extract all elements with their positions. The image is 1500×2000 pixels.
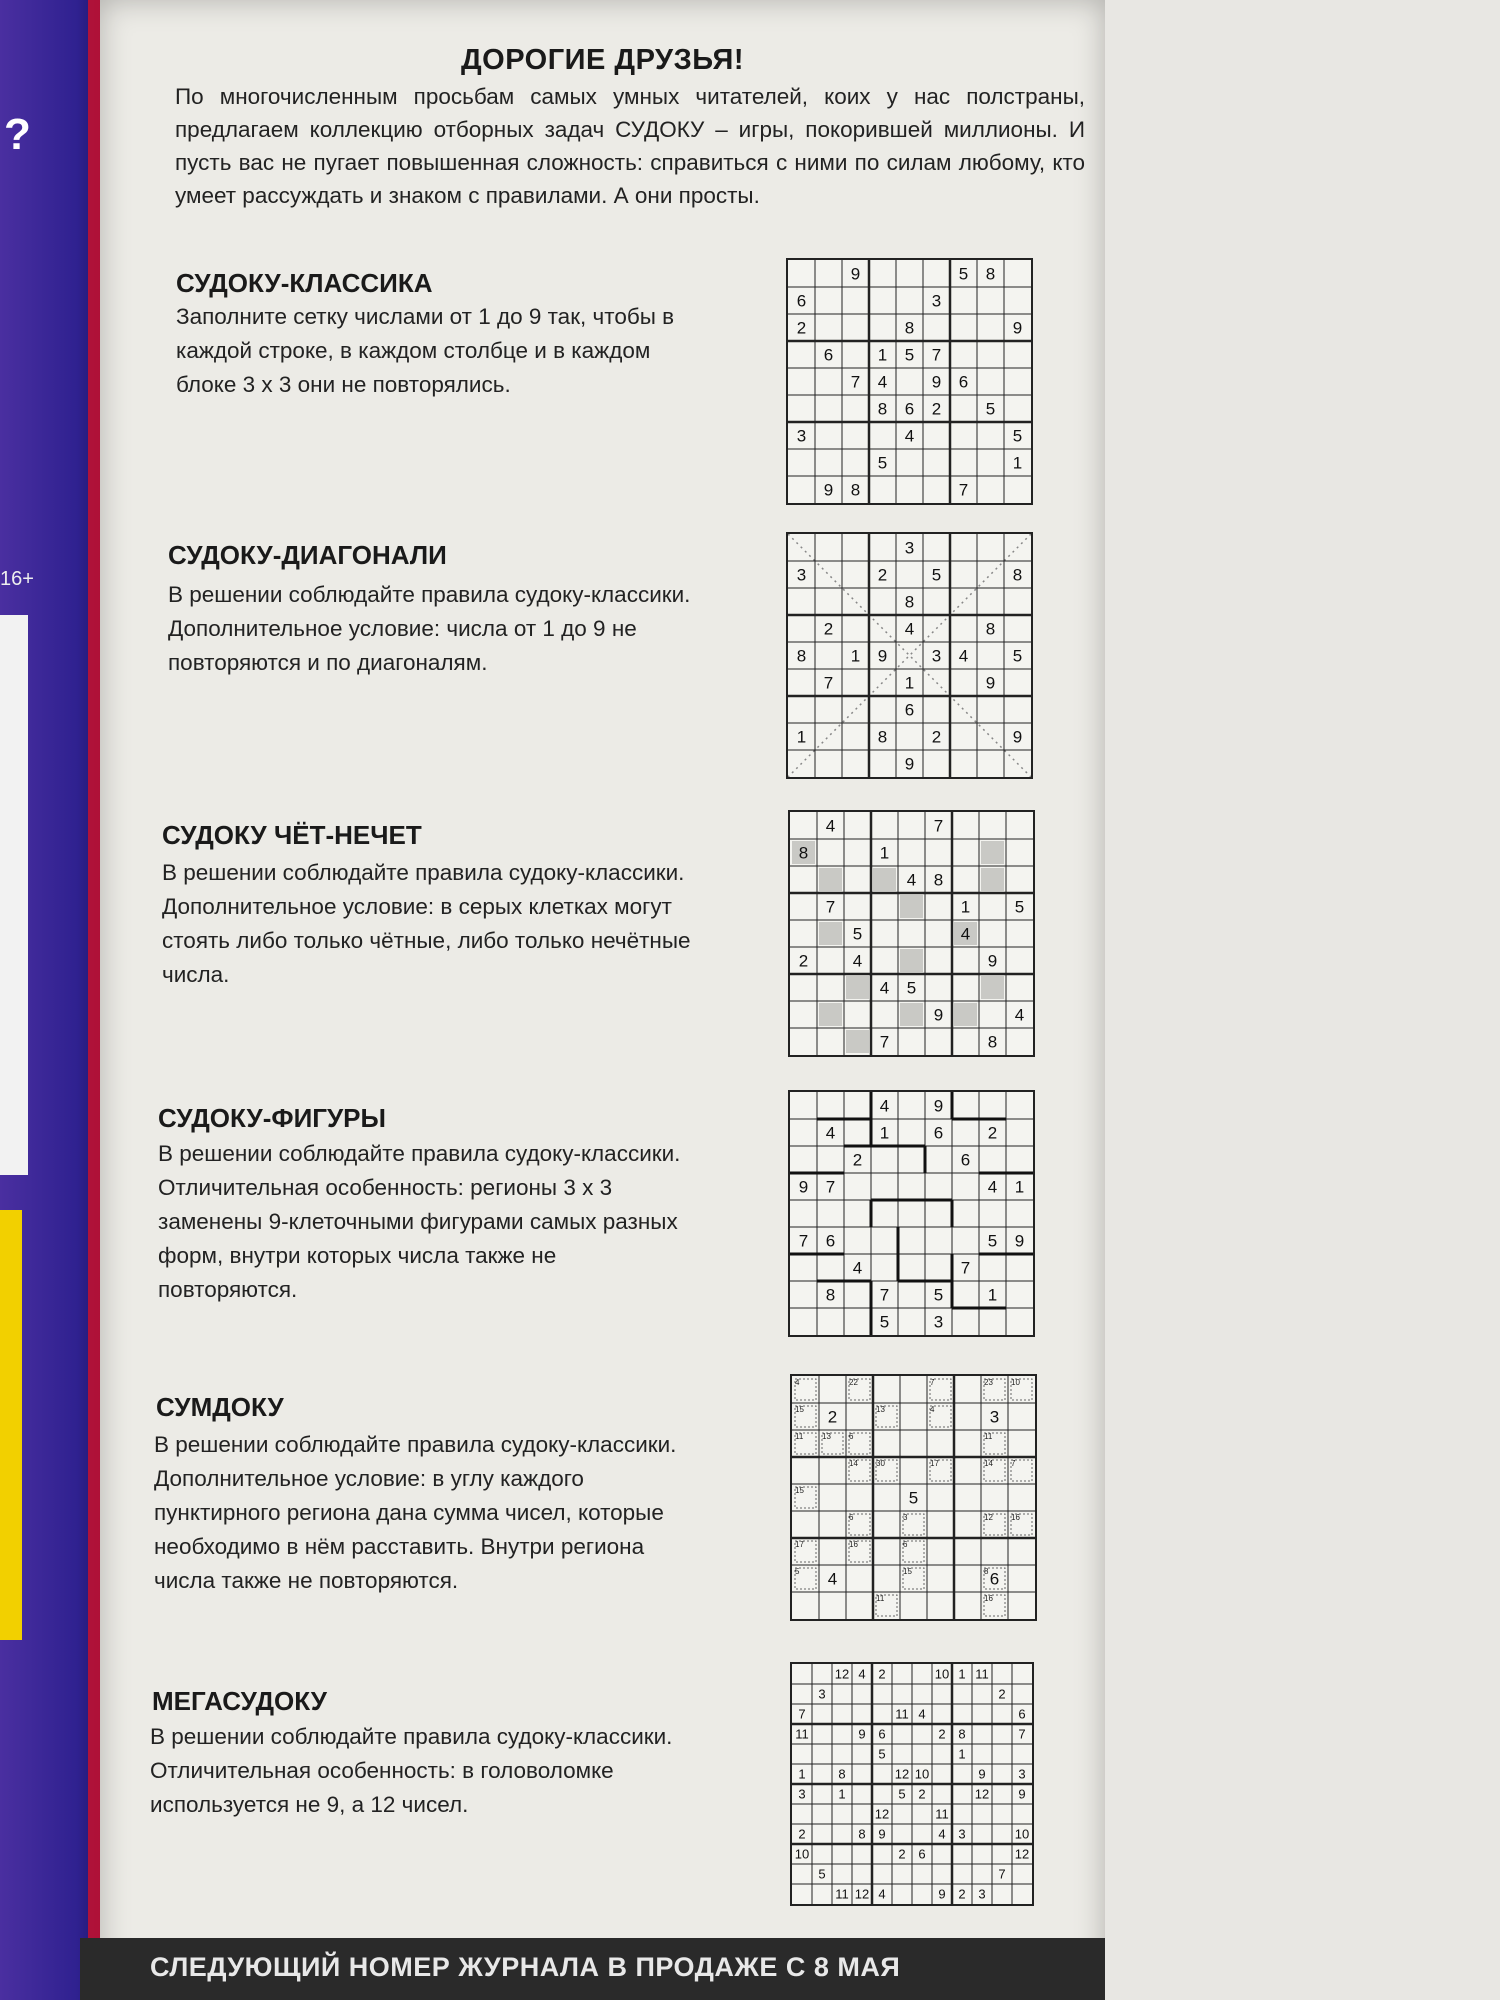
grid-clue: 2 <box>878 1666 886 1682</box>
grid-clue: 5 <box>985 399 996 419</box>
cover-age-rating: 16+ <box>0 568 34 590</box>
grid-clue: 7 <box>879 1285 890 1305</box>
section-text-figures: В решении соблюдайте правила судоку-классики. Отличительная особенность: регионы 3 х 3 заменены 9-клеточными фигурами самых разных форм, внутри которых числа также не повторяются. <box>158 1141 681 1302</box>
grid-clue: 3 <box>1018 1766 1026 1782</box>
grid-clue: 4 <box>827 1569 838 1589</box>
cage-sum: 4 <box>930 1405 935 1414</box>
gray-cell <box>846 1030 869 1053</box>
grid-clue: 5 <box>933 1285 944 1305</box>
grid-clue: 10 <box>934 1666 950 1682</box>
grid-clue: 8 <box>958 1726 966 1742</box>
grid-clue: 4 <box>878 1886 886 1902</box>
grid-clue: 7 <box>960 1258 971 1278</box>
grid-clue: 6 <box>796 291 807 311</box>
grid-clue: 10 <box>794 1846 810 1862</box>
grid-clue: 8 <box>985 264 996 284</box>
grid-clue: 8 <box>904 592 915 612</box>
cover-yellow-strip <box>0 1210 22 1640</box>
grid-clue: 6 <box>825 1231 836 1251</box>
footer-text: СЛЕДУЮЩИЙ НОМЕР ЖУРНАЛА В ПРОДАЖЕ С 8 МАЯ <box>150 1952 901 1982</box>
gray-cell <box>981 868 1004 891</box>
grid-clue: 6 <box>960 1150 971 1170</box>
cage-sum: 11 <box>984 1432 993 1441</box>
grid-clue: 5 <box>908 1488 919 1508</box>
grid-clue: 1 <box>1014 1177 1025 1197</box>
magazine-page <box>100 0 1105 2000</box>
cage-sum: 23 <box>984 1378 993 1387</box>
grid-clue: 10 <box>1014 1826 1030 1842</box>
grid-clue: 2 <box>877 565 888 585</box>
grid-clue: 9 <box>1012 318 1023 338</box>
cover-white-strip <box>0 615 28 1175</box>
cage-sum: 17 <box>795 1540 804 1549</box>
grid-clue: 7 <box>798 1706 806 1722</box>
grid-clue: 9 <box>987 951 998 971</box>
grid-clue: 8 <box>877 399 888 419</box>
section-text-classic: Заполните сетку числами от 1 до 9 так, чтобы в каждой строке, в каждом столбце и в каждом блоке 3 х 3 они не повторялись. <box>176 304 675 397</box>
grid-clue: 1 <box>1012 453 1023 473</box>
grid-clue: 7 <box>825 897 836 917</box>
grid-clue: 5 <box>878 1746 886 1762</box>
grid-clue: 5 <box>1012 646 1023 666</box>
grid-clue: 6 <box>918 1846 926 1862</box>
grid-clue: 9 <box>933 1096 944 1116</box>
grid-clue: 8 <box>838 1766 846 1782</box>
cage-sum: 13 <box>876 1405 885 1414</box>
grid-clue: 4 <box>918 1706 926 1722</box>
grid-clue: 3 <box>958 1826 966 1842</box>
grid-clue: 4 <box>906 870 917 890</box>
gray-cell <box>900 895 923 918</box>
grid-clue: 6 <box>823 345 834 365</box>
grid-clue: 2 <box>931 727 942 747</box>
grid-clue: 3 <box>796 565 807 585</box>
footer-banner <box>80 1938 1105 2000</box>
grid-clue: 4 <box>879 1096 890 1116</box>
grid-clue: 12 <box>874 1806 890 1822</box>
cage-sum: 8 <box>984 1567 989 1576</box>
cage-sum: 7 <box>1011 1459 1016 1468</box>
sumdoku-grid[interactable] <box>790 1374 1037 1621</box>
grid-clue: 1 <box>987 1285 998 1305</box>
section-title-figures: СУДОКУ-ФИГУРЫ <box>158 1103 386 1133</box>
section-title-evenodd: СУДОКУ ЧЁТ-НЕЧЕТ <box>162 820 422 850</box>
grid-clue: 12 <box>1014 1846 1030 1862</box>
grid-clue: 5 <box>1012 426 1023 446</box>
grid-clue: 5 <box>898 1786 906 1802</box>
grid-clue: 12 <box>834 1666 850 1682</box>
grid-clue: 9 <box>798 1177 809 1197</box>
section-text-mega: В решении соблюдайте правила судоку-классики. Отличительная особенность: в головоломке используется не 9, а 12 чисел. <box>150 1724 673 1817</box>
grid-clue: 8 <box>985 619 996 639</box>
grid-clue: 3 <box>933 1312 944 1332</box>
cage-sum: 30 <box>876 1459 885 1468</box>
cage-sum: 6 <box>903 1540 908 1549</box>
gray-cell <box>981 976 1004 999</box>
grid-clue: 5 <box>906 978 917 998</box>
grid-clue: 7 <box>933 816 944 836</box>
cage-sum: 6 <box>849 1513 854 1522</box>
facing-page <box>1105 0 1500 2000</box>
grid-clue: 2 <box>827 1407 838 1427</box>
grid-clue: 7 <box>998 1866 1006 1882</box>
sudoku-classic-grid[interactable] <box>786 258 1033 505</box>
grid-clue: 8 <box>858 1826 866 1842</box>
cage-sum: 15 <box>795 1405 804 1414</box>
section-text-sumdoku: В решении соблюдайте правила судоку-классики. Дополнительное условие: в углу каждого пунктирного региона дана сумма чисел, которые необходимо в нём расставить. Внутри региона числа также не повторяются. <box>154 1432 677 1593</box>
cage-sum: 4 <box>795 1378 800 1387</box>
grid-clue: 3 <box>904 538 915 558</box>
grid-clue: 4 <box>960 924 971 944</box>
grid-clue: 11 <box>835 1886 849 1902</box>
grid-clue: 2 <box>796 318 807 338</box>
sudoku-diagonal-grid[interactable] <box>786 532 1033 779</box>
diagonal-line <box>788 534 1031 777</box>
grid-clue: 4 <box>877 372 888 392</box>
cage-sum: 11 <box>795 1432 804 1441</box>
grid-clue: 8 <box>798 843 809 863</box>
grid-clue: 4 <box>858 1666 866 1682</box>
cage-sum: 10 <box>1011 1378 1020 1387</box>
cage-sum: 7 <box>930 1378 935 1387</box>
grid-clue: 4 <box>958 646 969 666</box>
grid-clue: 1 <box>850 646 861 666</box>
grid-clue: 9 <box>823 480 834 500</box>
grid-clue: 1 <box>904 673 915 693</box>
grid-clue: 9 <box>877 646 888 666</box>
grid-clue: 6 <box>878 1726 886 1742</box>
gray-cell <box>981 841 1004 864</box>
page-title: ДОРОГИЕ ДРУЗЬЯ! <box>461 44 744 76</box>
grid-clue: 5 <box>818 1866 826 1882</box>
section-text-diagonal: В решении соблюдайте правила судоку-классики. Дополнительное условие: числа от 1 до 9 не повторяются и по диагоналям. <box>168 582 691 675</box>
grid-clue: 6 <box>904 700 915 720</box>
grid-clue: 2 <box>798 1826 806 1842</box>
section-title-classic: СУДОКУ-КЛАССИКА <box>176 268 433 298</box>
grid-clue: 4 <box>904 426 915 446</box>
gray-cell <box>954 1003 977 1026</box>
grid-clue: 1 <box>838 1786 846 1802</box>
grid-clue: 11 <box>895 1706 909 1722</box>
grid-clue: 8 <box>987 1032 998 1052</box>
grid-clue: 6 <box>933 1123 944 1143</box>
grid-clue: 9 <box>1018 1786 1026 1802</box>
grid-clue: 5 <box>1014 897 1025 917</box>
cage-sum: 14 <box>849 1459 858 1468</box>
sudoku-evenodd-grid[interactable] <box>788 810 1035 1057</box>
grid-clue: 9 <box>933 1005 944 1025</box>
cage-sum: 22 <box>849 1378 858 1387</box>
grid-clue: 5 <box>852 924 863 944</box>
gray-cell <box>873 868 896 891</box>
grid-clue: 9 <box>904 754 915 774</box>
grid-clue: 1 <box>958 1746 966 1762</box>
grid-clue: 9 <box>931 372 942 392</box>
cage-sum: 16 <box>1011 1513 1020 1522</box>
grid-clue: 12 <box>894 1766 910 1782</box>
grid-clue: 3 <box>989 1407 1000 1427</box>
grid-clue: 9 <box>1012 727 1023 747</box>
gray-cell <box>900 949 923 972</box>
cage-sum: 12 <box>984 1513 993 1522</box>
grid-clue: 7 <box>825 1177 836 1197</box>
grid-clue: 3 <box>931 646 942 666</box>
grid-clue: 2 <box>798 951 809 971</box>
cage-sum: 15 <box>903 1567 912 1576</box>
grid-clue: 9 <box>1014 1231 1025 1251</box>
section-title-mega: МЕГАСУДОКУ <box>152 1686 327 1716</box>
grid-clue: 5 <box>877 453 888 473</box>
grid-clue: 9 <box>878 1826 886 1842</box>
cover-question-mark: ? <box>4 110 31 159</box>
cage-sum: 15 <box>795 1486 804 1495</box>
grid-clue: 5 <box>904 345 915 365</box>
grid-clue: 6 <box>958 372 969 392</box>
grid-clue: 5 <box>879 1312 890 1332</box>
sudoku-figures-grid[interactable] <box>788 1090 1035 1337</box>
gray-cell <box>819 1003 842 1026</box>
grid-clue: 2 <box>987 1123 998 1143</box>
grid-clue: 12 <box>974 1786 990 1802</box>
grid-clue: 9 <box>985 673 996 693</box>
megasudoku-grid[interactable] <box>790 1662 1034 1906</box>
grid-clue: 4 <box>938 1826 946 1842</box>
section-title-diagonal: СУДОКУ-ДИАГОНАЛИ <box>168 540 447 570</box>
grid-clue: 11 <box>975 1666 989 1682</box>
grid-clue: 3 <box>796 426 807 446</box>
intro-paragraph: По многочисленным просьбам самых умных читателей, коих у нас полстраны, предлагаем коллекцию отборных задач СУДОКУ – игры, покорившей миллионы. И пусть вас не пугает повышенная сложность: справиться с ними по силам любому, кто умеет рассуждать и знаком с правилами. А они просты. <box>175 84 1085 208</box>
grid-clue: 9 <box>978 1766 986 1782</box>
grid-clue: 2 <box>938 1726 946 1742</box>
grid-clue: 8 <box>933 870 944 890</box>
grid-clue: 2 <box>958 1886 966 1902</box>
grid-clue: 9 <box>850 264 861 284</box>
cage-sum: 11 <box>876 1594 885 1603</box>
grid-clue: 2 <box>898 1846 906 1862</box>
grid-clue: 8 <box>825 1285 836 1305</box>
grid-clue: 5 <box>958 264 969 284</box>
grid-clue: 1 <box>960 897 971 917</box>
gray-cell <box>819 868 842 891</box>
grid-clue: 9 <box>938 1886 946 1902</box>
section-text-evenodd: В решении соблюдайте правила судоку-классики. Дополнительное условие: в серых клетках могут стоять либо только чётные, либо только нечётные числа. <box>162 860 691 987</box>
grid-clue: 8 <box>850 480 861 500</box>
gray-cell <box>846 976 869 999</box>
grid-clue: 3 <box>798 1786 806 1802</box>
grid-clue: 5 <box>931 565 942 585</box>
grid-clue: 1 <box>796 727 807 747</box>
grid-clue: 1 <box>877 345 888 365</box>
grid-clue: 3 <box>931 291 942 311</box>
grid-clue: 4 <box>825 816 836 836</box>
grid-clue: 4 <box>852 951 863 971</box>
grid-clue: 5 <box>987 1231 998 1251</box>
grid-clue: 8 <box>877 727 888 747</box>
grid-clue: 3 <box>818 1686 826 1702</box>
grid-clue: 4 <box>825 1123 836 1143</box>
grid-clue: 1 <box>958 1666 966 1682</box>
grid-clue: 12 <box>854 1886 870 1902</box>
grid-clue: 7 <box>879 1032 890 1052</box>
grid-clue: 9 <box>858 1726 866 1742</box>
grid-clue: 7 <box>958 480 969 500</box>
grid-clue: 6 <box>1018 1706 1026 1722</box>
cage-sum: 16 <box>849 1540 858 1549</box>
grid-clue: 11 <box>935 1806 949 1822</box>
grid-clue: 7 <box>1018 1726 1026 1742</box>
grid-clue: 1 <box>798 1766 806 1782</box>
grid-clue: 2 <box>823 619 834 639</box>
grid-clue: 8 <box>796 646 807 666</box>
grid-clue: 2 <box>918 1786 926 1802</box>
grid-clue: 6 <box>904 399 915 419</box>
grid-clue: 3 <box>978 1886 986 1902</box>
grid-clue: 2 <box>931 399 942 419</box>
grid-clue: 7 <box>850 372 861 392</box>
adjacent-cover <box>0 0 110 2000</box>
grid-clue: 7 <box>798 1231 809 1251</box>
gray-cell <box>819 922 842 945</box>
grid-clue: 1 <box>879 1123 890 1143</box>
grid-clue: 4 <box>987 1177 998 1197</box>
grid-clue: 2 <box>998 1686 1006 1702</box>
grid-clue: 4 <box>852 1258 863 1278</box>
grid-clue: 7 <box>931 345 942 365</box>
section-title-sumdoku: СУМДОКУ <box>156 1392 284 1422</box>
grid-clue: 11 <box>795 1726 809 1742</box>
cage-sum: 13 <box>822 1432 831 1441</box>
grid-clue: 2 <box>852 1150 863 1170</box>
cage-sum: 17 <box>930 1459 939 1468</box>
diagonal-line <box>788 534 1031 777</box>
cage-sum: 6 <box>849 1432 854 1441</box>
cage-sum: 14 <box>984 1459 993 1468</box>
cage-sum: 3 <box>903 1513 908 1522</box>
grid-clue: 4 <box>879 978 890 998</box>
grid-clue: 7 <box>823 673 834 693</box>
grid-clue: 4 <box>1014 1005 1025 1025</box>
grid-clue: 1 <box>879 843 890 863</box>
cage-sum: 5 <box>795 1567 800 1576</box>
grid-clue: 8 <box>1012 565 1023 585</box>
grid-clue: 10 <box>914 1766 930 1782</box>
gray-cell <box>900 1003 923 1026</box>
grid-clue: 6 <box>989 1569 1000 1589</box>
cage-sum: 16 <box>984 1594 993 1603</box>
grid-clue: 8 <box>904 318 915 338</box>
grid-clue: 4 <box>904 619 915 639</box>
